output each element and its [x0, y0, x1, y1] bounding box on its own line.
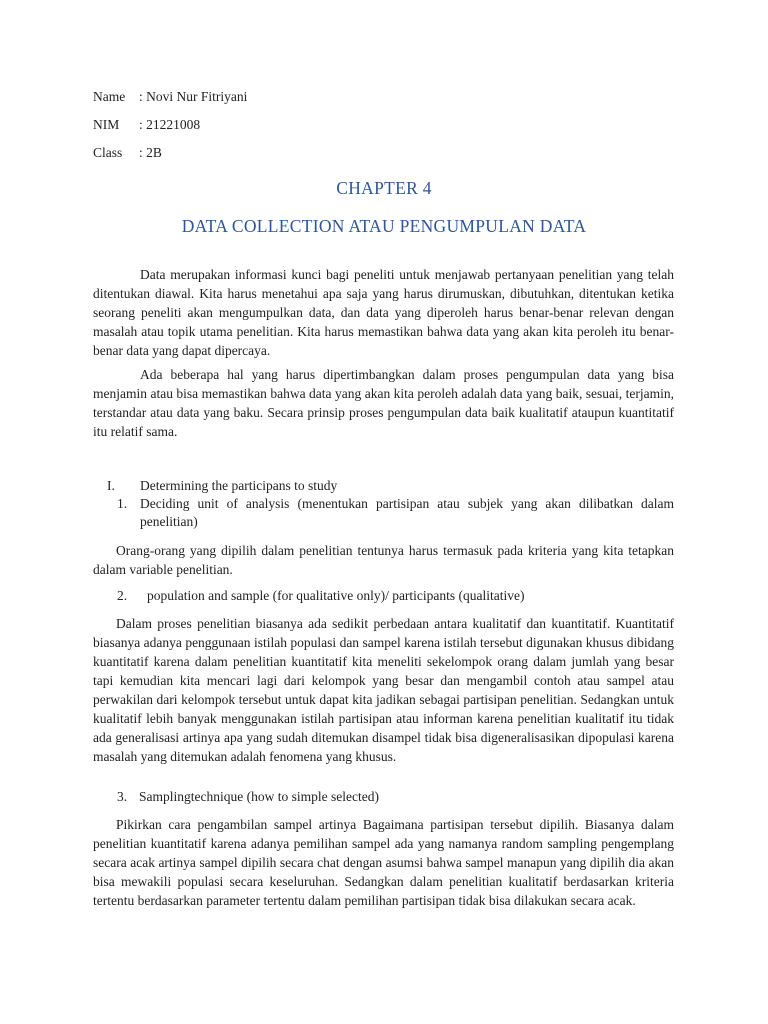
section-1-title: Determining the participans to study	[140, 478, 338, 493]
class-value: : 2B	[139, 145, 162, 160]
document-title: DATA COLLECTION ATAU PENGUMPULAN DATA	[181, 216, 587, 236]
section-1-number: I.	[107, 478, 115, 493]
nim-label: NIM	[93, 117, 120, 132]
list-item-3	[117, 788, 379, 806]
name-label: Name	[93, 89, 126, 104]
class-line	[93, 144, 162, 162]
item-1-paragraph: Orang-orang yang dipilih dalam penelitian tentunya harus termasuk pada kriteria yang kita tetapkan dalam variable penelitian.	[93, 543, 674, 577]
name-line	[93, 88, 247, 106]
list-item-1-number: 1.	[117, 496, 128, 511]
intro-paragraph-2: Ada beberapa hal yang harus dipertimbangkan dalam proses pengumpulan data yang bisa menjamin atau bisa memastikan bahwa data yang akan kita peroleh adalah data yang baik, sesuai, terjamin, terstandar atau data yang baku. Secara prinsip proses pengumpulan data baik kualitatif ataupun kuantitatif itu relatif sama.	[93, 367, 674, 439]
section-1-heading	[107, 477, 337, 495]
intro-paragraph-1: Data merupakan informasi kunci bagi peneliti untuk menjawab pertanyaan penelitian yang telah ditentukan diawal. Kita harus menetahui apa saja yang harus dirumuskan, dibutuhkan, ditentukan ketika seorang peneliti akan mengumpulkan data, dan data yang diperoleh harus benar-benar relevan dengan masalah atau topik utama penelitian. Kita harus memastikan bahwa data yang akan kita peroleh itu benar-benar data yang dapat dipercaya.	[93, 267, 674, 358]
item-2-paragraph: Dalam proses penelitian biasanya ada sedikit perbedaan antara kualitatif dan kuantitatif. Kuantitatif biasanya adanya penggunaan istilah populasi dan sampel karena istilah tersebut digunakan khusus dibidang kuantitatif karena dalam penelitian kuantitatif kita meneliti sekelompok orang dalam jumlah yang besar tapi kemudian kita mencari lagi dari kelompok yang besar dan mengambil contoh atau sampel atau perwakilan dari kelompok tersebut untuk dapat kita jadikan sebagai partisipan penelitian. Sedangkan untuk kualitatif lebih banyak menggunakan istilah partisipan atau informan karena penelitian kualitatif itu tidak ada generalisasi artinya apa yang sudah ditemukan disampel tidak bisa digeneralisasikan dipopulasi karena masalah yang ditemukan adalah fenomena yang khusus.	[93, 616, 674, 764]
chapter-heading: CHAPTER 4	[336, 178, 432, 198]
list-item-2	[117, 587, 525, 605]
name-value: : Novi Nur Fitriyani	[139, 89, 248, 104]
class-label: Class	[93, 145, 123, 160]
nim-line	[93, 116, 200, 134]
nim-value: : 21221008	[139, 117, 201, 132]
item-3-paragraph: Pikirkan cara pengambilan sampel artinya Bagaimana partisipan tersebut dipilih. Biasanya dalam penelitian kuantitatif karena adanya pemilihan sampel ada yang namanya random sampling pengemplang secara acak artinya sampel dipilih secara chat dengan asumsi bahwa sampel manapun yang dipilih dia akan bisa mewakili populasi secara keseluruhan. Sedangkan dalam penelitian kualitatif berdasarkan kriteria tertentu berdasarkan parameter tertentu dalam pemilihan partisipan tidak bisa dilakukan secara acak.	[93, 817, 674, 908]
list-item-2-text: population and sample (for qualitative only)/ participants (qualitative)	[147, 588, 525, 603]
list-item-1	[117, 495, 674, 531]
list-item-3-text: Samplingtechnique (how to simple selected)	[139, 789, 379, 804]
list-item-3-number: 3.	[117, 789, 128, 804]
list-item-2-number: 2.	[117, 588, 128, 603]
list-item-1-text: Deciding unit of analysis (menentukan partisipan atau subjek yang akan dilibatkan dalam penelitian)	[140, 496, 674, 529]
